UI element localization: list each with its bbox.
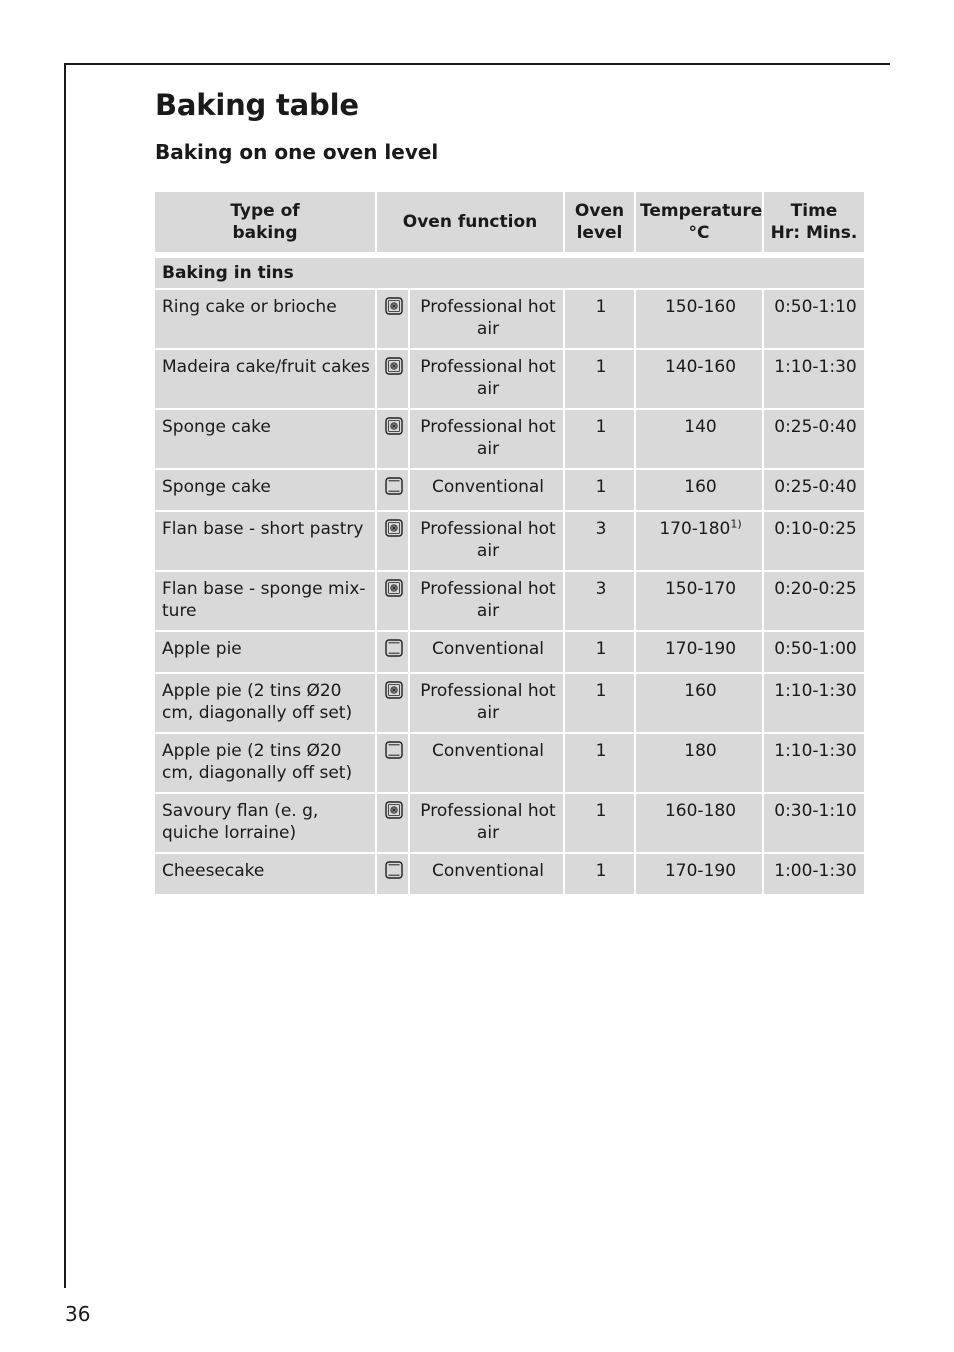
- cell-icon: [377, 350, 408, 408]
- table-row: [155, 794, 864, 852]
- cell-type: Flan base - sponge mix-ture: [155, 572, 375, 630]
- cell-icon: [377, 512, 408, 570]
- cell-type: Cheesecake: [155, 854, 375, 894]
- cell-function: Professional hot air: [410, 410, 563, 468]
- cell-function: Professional hot air: [410, 290, 563, 348]
- conventional-icon: [384, 481, 404, 501]
- cell-temperature: 170-190: [636, 854, 762, 894]
- cell-level: 1: [565, 734, 634, 792]
- cell-function: Conventional: [410, 470, 563, 510]
- professional-hot-air-icon: [384, 805, 404, 825]
- cell-temperature: 140-160: [636, 350, 762, 408]
- cell-temperature: 160: [636, 470, 762, 510]
- cell-type: Savoury flan (e. g, quiche lorraine): [155, 794, 375, 852]
- cell-icon: [377, 410, 408, 468]
- frame-top-rule: [64, 63, 890, 65]
- baking-table: [153, 190, 866, 896]
- cell-function: Professional hot air: [410, 572, 563, 630]
- cell-temperature: 160-180: [636, 794, 762, 852]
- cell-function: Conventional: [410, 734, 563, 792]
- spacer-row: [155, 254, 864, 256]
- conventional-icon: [384, 745, 404, 765]
- table-row: [155, 734, 864, 792]
- conventional-icon: [384, 865, 404, 885]
- header-temperature: Temperature °C: [636, 192, 762, 252]
- cell-temperature: 160: [636, 674, 762, 732]
- cell-time: 1:10-1:30: [764, 350, 864, 408]
- table-row: [155, 410, 864, 468]
- table-row: [155, 512, 864, 570]
- cell-type: Sponge cake: [155, 470, 375, 510]
- table-row: [155, 674, 864, 732]
- cell-level: 1: [565, 794, 634, 852]
- cell-icon: [377, 734, 408, 792]
- professional-hot-air-icon: [384, 361, 404, 381]
- cell-type: Flan base - short pastry: [155, 512, 375, 570]
- professional-hot-air-icon: [384, 421, 404, 441]
- cell-type: Ring cake or brioche: [155, 290, 375, 348]
- cell-type: Apple pie: [155, 632, 375, 672]
- page-number: 36: [65, 1302, 91, 1326]
- cell-type: Sponge cake: [155, 410, 375, 468]
- cell-temperature: 140: [636, 410, 762, 468]
- cell-type: Apple pie (2 tins Ø20 cm, diagonally off set): [155, 734, 375, 792]
- cell-temperature: 180: [636, 734, 762, 792]
- group-label: Baking in tins: [155, 258, 864, 288]
- cell-time: 0:50-1:00: [764, 632, 864, 672]
- header-level: Oven level: [565, 192, 634, 252]
- frame-left-rule: [64, 63, 66, 1288]
- cell-level: 1: [565, 290, 634, 348]
- cell-icon: [377, 290, 408, 348]
- header-type: Type of baking: [155, 192, 375, 252]
- cell-time: 0:25-0:40: [764, 410, 864, 468]
- page-title: Baking table: [155, 88, 359, 122]
- cell-level: 3: [565, 512, 634, 570]
- professional-hot-air-icon: [384, 583, 404, 603]
- header-row: [155, 192, 864, 252]
- cell-icon: [377, 854, 408, 894]
- cell-level: 1: [565, 410, 634, 468]
- cell-function: Professional hot air: [410, 350, 563, 408]
- table-row: [155, 854, 864, 894]
- table-row: [155, 350, 864, 408]
- cell-time: 0:25-0:40: [764, 470, 864, 510]
- table-row: [155, 470, 864, 510]
- cell-temperature: 150-160: [636, 290, 762, 348]
- cell-level: 3: [565, 572, 634, 630]
- professional-hot-air-icon: [384, 523, 404, 543]
- cell-level: 1: [565, 470, 634, 510]
- cell-time: 0:20-0:25: [764, 572, 864, 630]
- cell-temperature: 170-190: [636, 632, 762, 672]
- cell-icon: [377, 632, 408, 672]
- cell-level: 1: [565, 632, 634, 672]
- cell-icon: [377, 674, 408, 732]
- cell-temperature: 170-180$^{1)}$: [636, 512, 762, 570]
- professional-hot-air-icon: [384, 301, 404, 321]
- header-time: Time Hr: Mins.: [764, 192, 864, 252]
- footnote-marker: 1): [730, 517, 742, 531]
- table-row: [155, 290, 864, 348]
- cell-icon: [377, 794, 408, 852]
- cell-temperature: 150-170: [636, 572, 762, 630]
- section-title: Baking on one oven level: [155, 140, 439, 164]
- cell-time: 1:00-1:30: [764, 854, 864, 894]
- cell-type: Madeira cake/fruit cakes: [155, 350, 375, 408]
- cell-level: 1: [565, 854, 634, 894]
- cell-function: Professional hot air: [410, 674, 563, 732]
- header-function: Oven function: [377, 192, 563, 252]
- table-row: [155, 572, 864, 630]
- cell-level: 1: [565, 674, 634, 732]
- conventional-icon: [384, 643, 404, 663]
- cell-icon: [377, 572, 408, 630]
- cell-time: 0:50-1:10: [764, 290, 864, 348]
- cell-type: Apple pie (2 tins Ø20 cm, diagonally off set): [155, 674, 375, 732]
- cell-function: Professional hot air: [410, 512, 563, 570]
- group-row: [155, 258, 864, 288]
- table-row: [155, 632, 864, 672]
- cell-time: 0:10-0:25: [764, 512, 864, 570]
- cell-time: 0:30-1:10: [764, 794, 864, 852]
- cell-time: 1:10-1:30: [764, 674, 864, 732]
- cell-icon: [377, 470, 408, 510]
- cell-time: 1:10-1:30: [764, 734, 864, 792]
- cell-function: Conventional: [410, 854, 563, 894]
- cell-function: Professional hot air: [410, 794, 563, 852]
- professional-hot-air-icon: [384, 685, 404, 705]
- cell-level: 1: [565, 350, 634, 408]
- cell-function: Conventional: [410, 632, 563, 672]
